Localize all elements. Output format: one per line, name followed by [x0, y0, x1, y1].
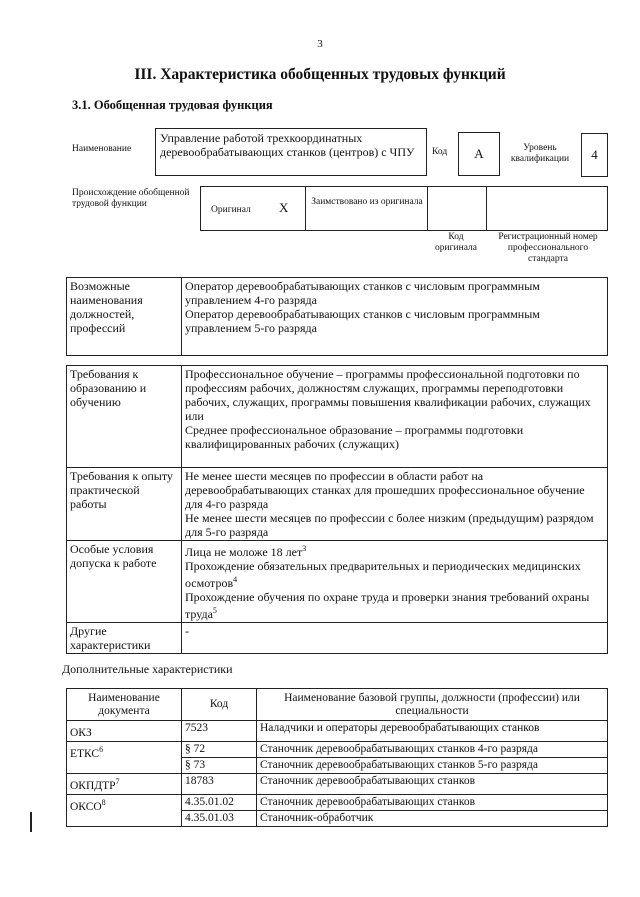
position-line: Оператор деревообрабатывающих станков с числовым программным управлением 5-го разряда [185, 307, 540, 335]
name-label: Наименование [72, 144, 132, 154]
function-name-box [155, 128, 427, 176]
code-value-box [458, 132, 500, 176]
table-row [67, 721, 608, 742]
table-row [67, 741, 608, 757]
table-row [67, 366, 608, 468]
function-name-value: Управление работой трехкоординатных деревообрабатывающих станков (центров) с ЧПУ [160, 131, 415, 159]
education-line: Среднее профессиональное образование – программы подготовки квалифицированных рабочих (служащих) [185, 423, 524, 451]
code-cell: 4.35.01.02 [182, 794, 257, 810]
header-name: Наименование базовой группы, должности (профессии) или специальности [257, 689, 608, 721]
requirements-table [66, 365, 608, 654]
level-value: 4 [591, 147, 598, 162]
subsection-title: 3.1. Обобщенная трудовая функция [72, 98, 273, 112]
special-label: Особые условия допуска к работе [67, 541, 182, 623]
experience-label: Требования к опыту практической работы [67, 468, 182, 541]
name-cell: Станочник деревообрабатывающих станков 4-го разряда [257, 741, 608, 757]
page-number: 3 [317, 38, 323, 50]
education-line: или [185, 409, 204, 423]
origin-box [200, 186, 608, 231]
experience-line: Не менее шести месяцев по профессии с более низким (предыдущим) разрядом для 5-го разряда [185, 511, 594, 539]
education-line: Профессиональное обучение – программы профессиональной подготовки по профессиям рабочих, должностям служащих, программы переподготовки рабочих, служащих, программы повышения квалификации рабочих, служащих [185, 367, 591, 409]
table-row [67, 468, 608, 541]
original-mark: Х [279, 200, 289, 215]
doc-cell: ОКПДТР$^7$ [67, 773, 182, 794]
experience-line: Не менее шести месяцев по профессии в области работ на деревообрабатывающих станках для прошедших профессиональное обучение для 4-го разряда [185, 469, 585, 511]
code-cell: 4.35.01.03 [182, 810, 257, 826]
level-label: Уровень квалификации [510, 143, 570, 164]
code-cell: 7523 [182, 721, 257, 742]
additional-table [66, 688, 608, 827]
name-cell: Станочник-обработчик [257, 810, 608, 826]
table-row [67, 794, 608, 810]
education-value [182, 366, 608, 468]
table-row [67, 773, 608, 794]
header-code: Код [182, 689, 257, 721]
borrowed-label: Заимствовано из оригинала [311, 197, 423, 207]
positions-label: Возможные наименования должностей, профессий [67, 278, 182, 356]
level-value-box [581, 133, 608, 177]
education-label: Требования к образованию и обучению [67, 366, 182, 468]
name-cell: Станочник деревообрабатывающих станков [257, 794, 608, 810]
origin-label: Происхождение обобщенной трудовой функции [72, 188, 190, 209]
code-label: Код [432, 147, 448, 157]
margin-mark [30, 812, 32, 832]
original-label: Оригинал [211, 205, 251, 215]
table-header-row [67, 689, 608, 721]
special-value [182, 541, 608, 623]
name-cell: Наладчики и операторы деревообрабатывающих станков [257, 721, 608, 742]
doc-cell: ОКЗ [67, 721, 182, 742]
header-doc: Наименование документа [67, 689, 182, 721]
special-line: Лица не моложе 18 лет$^3$ [185, 544, 307, 559]
positions-value [182, 278, 608, 356]
code-value: А [474, 146, 484, 161]
code-original-caption: Код оригинала [435, 232, 477, 253]
reg-number-caption: Регистрационный номер профессионального стандарта [498, 232, 598, 264]
table-row [67, 278, 608, 356]
code-cell: § 72 [182, 741, 257, 757]
other-label: Другие характеристики [67, 623, 182, 654]
table-row [67, 541, 608, 623]
position-line: Оператор деревообрабатывающих станков с числовым программным управлением 4-го разряда [185, 279, 540, 307]
experience-value [182, 468, 608, 541]
special-line: Прохождение обучения по охране труда и проверки знания требований охраны труда$^5$ [185, 590, 590, 621]
table-row [67, 623, 608, 654]
special-line: Прохождение обязательных предварительных и периодических медицинских осмотров$^4$ [185, 559, 581, 590]
positions-table [66, 277, 608, 356]
name-cell: Станочник деревообрабатывающих станков 5-го разряда [257, 757, 608, 773]
code-cell: 18783 [182, 773, 257, 794]
additional-heading: Дополнительные характеристики [62, 662, 233, 676]
code-cell: § 73 [182, 757, 257, 773]
doc-cell: ЕТКС$^6$ [67, 741, 182, 773]
doc-cell: ОКСО$^8$ [67, 794, 182, 826]
section-title: III. Характеристика обобщенных трудовых функций [134, 66, 506, 83]
other-value: - [182, 623, 608, 654]
name-cell: Станочник деревообрабатывающих станков [257, 773, 608, 794]
